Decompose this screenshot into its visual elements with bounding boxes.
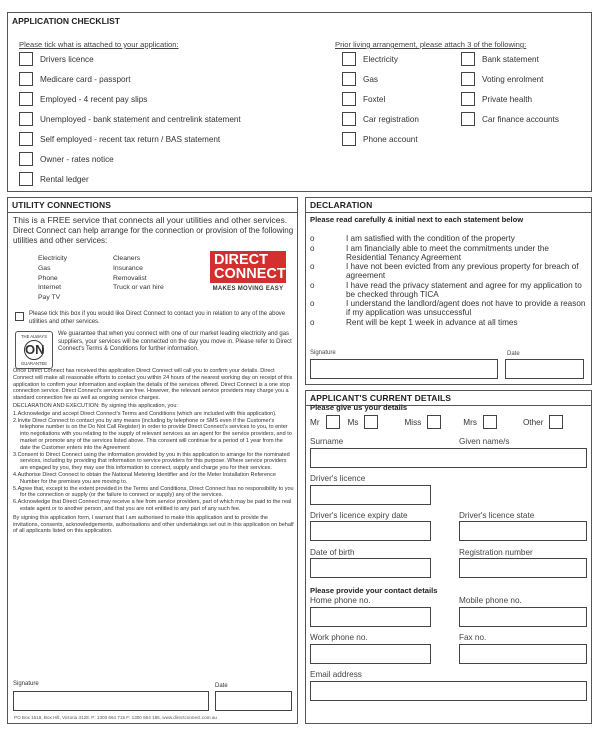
utility-intro-free: This is a FREE service that connects all your utilities and other services. [13,215,288,225]
declaration-statement [310,281,588,299]
title-option[interactable] [523,415,563,429]
title-option[interactable] [404,415,441,429]
legal-declaration-heading: DECLARATION AND EXECUTION: By signing this application, you: [13,402,178,409]
bullet-icon: o [310,299,315,308]
attachment-label: Self employed - recent tax return / BAS statement [40,134,221,144]
prior-living-checkbox[interactable] [342,112,356,126]
attachment-checkbox[interactable] [19,172,33,186]
home-phone-field[interactable] [310,607,431,627]
legal-item: 3.Consent to Direct Connect using the information provided by you in this application to arrange for the nominated services, including by providing that information to service providers for this purpose. Where service providers are engaged by you, they may use this information to connect, supply and charge you for their services. [13,451,290,472]
prior-living-label: Bank statement [482,54,539,64]
prior-living-label: Voting enrolment [482,74,544,84]
guarantee-top-text: THE ALWAYS [21,334,47,339]
licence-expiry-label: Driver's licence expiry date [310,511,408,520]
registration-label: Registration number [459,548,533,557]
prior-living-checkbox[interactable] [342,92,356,106]
drivers-licence-label: Driver's licence [310,474,366,483]
guarantee-bottom-text: GUARANTEE [20,361,48,366]
declaration-signature-label: Signature [310,350,336,356]
contact-consent-checkbox[interactable] [15,312,24,321]
contact-consent-row [15,311,291,326]
prior-living-item[interactable] [342,72,378,86]
utility-signature-label: Signature [13,681,39,687]
utility-date-label: Date [215,683,228,689]
logo-tagline: MAKES MOVING EASY [212,286,284,292]
declaration-statement [310,244,588,262]
declaration-statement [310,318,588,327]
services-list-1 [38,254,67,303]
work-phone-field[interactable] [310,644,431,664]
prior-living-item[interactable] [461,92,532,106]
applicant-title: APPLICANT'S CURRENT DETAILS [306,391,591,406]
bullet-icon: o [310,234,315,243]
title-checkbox[interactable] [326,415,340,429]
bullet-icon: o [310,243,315,253]
fax-field[interactable] [459,644,587,664]
title-label: Mrs [463,417,477,427]
utility-connections-section [7,197,298,724]
attachment-item[interactable] [19,72,131,86]
name-field[interactable] [310,448,587,468]
attachment-item[interactable] [19,52,94,66]
guarantee-on-text: ON [24,340,44,360]
prior-living-label: Private health [482,94,533,104]
logo-line-1: DIRECT [214,252,268,268]
title-option[interactable] [310,415,340,429]
prior-living-label: Phone account [363,134,418,144]
declaration-statement-text: I am satisfied with the condition of the property [346,234,515,243]
email-field[interactable] [310,681,587,701]
fax-label: Fax no. [459,633,487,642]
licence-state-label: Driver's licence state [459,511,535,520]
title-checkbox[interactable] [427,415,441,429]
utility-title: UTILITY CONNECTIONS [8,198,297,213]
legal-item: 2.Invite Direct Connect to contact you by any means (including by telephone or SMS even if the Customer's telephone number is on the Do Not Call Register) in order to provide Direct Connect's services to you, to enter into negotiations with you relating to the supply of relevant services as an agent for the service providers, and to market or promote any of the services listed above. This consent will continue for a period of 1 year from the date the Customer enters into the Agreement [13,417,292,451]
declaration-statement [310,234,588,243]
legal-item: 4.Authorise Direct Connect to obtain the National Metering Identifier and /or the Meter Installation Reference Number for the premises you are moving to. [13,471,276,485]
attachment-item[interactable] [19,152,114,166]
declaration-date-field[interactable] [505,359,584,379]
always-on-guarantee-icon [15,331,53,369]
bullet-icon: o [310,262,315,271]
drivers-licence-field[interactable] [310,485,431,505]
bullet-icon: o [310,280,315,290]
email-label: Email address [310,670,362,679]
attachment-label: Employed - 4 recent pay slips [40,94,148,104]
declaration-section [305,197,592,385]
mobile-phone-label: Mobile phone no. [459,596,522,605]
registration-field[interactable] [459,558,587,578]
declaration-signature-field[interactable] [310,359,498,379]
title-checkbox[interactable] [483,415,497,429]
utility-date-field[interactable] [215,691,292,711]
declaration-title: DECLARATION [306,198,591,213]
declaration-date-label: Date [507,351,520,357]
dob-field[interactable] [310,558,431,578]
home-phone-label: Home phone no. [310,596,371,605]
utility-footer: PO Box 1519, Box Hill, Victoria 3128. P: 1300 664 715 F: 1300 664 185. www.directconnect.com.au [14,715,217,720]
attachment-label: Owner - rates notice [40,154,114,164]
prior-living-item[interactable] [342,92,385,106]
service-item: Truck or van hire [113,284,164,292]
title-checkbox[interactable] [549,415,563,429]
attachment-checkbox[interactable] [19,92,33,106]
declaration-statement-text: Rent will be kept 1 week in advance at all times [346,317,518,327]
services-list-2 [113,254,164,293]
declaration-statement [310,262,588,280]
applicant-details-heading: Please give us your details [310,403,408,412]
checklist-left-heading: Please tick what is attached to your application: [19,40,179,49]
attachment-checkbox[interactable] [19,152,33,166]
prior-living-item[interactable] [342,52,398,66]
prior-living-item[interactable] [461,52,539,66]
service-item: Insurance [113,264,143,272]
attachment-checkbox[interactable] [19,52,33,66]
title-checkbox[interactable] [364,415,378,429]
service-item: Electricity [38,255,68,262]
service-item: Removalist [113,274,147,282]
utility-signature-field[interactable] [13,691,209,711]
service-item: Internet [38,284,62,292]
title-option[interactable] [463,415,497,429]
surname-label: Surname [310,437,344,446]
prior-living-checkbox[interactable] [342,72,356,86]
legal-item: 5.Agree that, except to the extent provided in the Terms and Conditions, Direct Connect has no responsibility to you for the connection or supply (or the failure to connect or supply) any of the services. [13,485,294,499]
declaration-subtitle: Please read carefully & initial next to each statement below [310,215,524,224]
guarantee-text: We guarantee that when you connect with one of our market leading electricity and gas suppliers, your services will be connected on the day you move in. Please refer to Direct Connect's Terms & Conditions for further information. [58,331,292,352]
mobile-phone-field[interactable] [459,607,587,627]
direct-connect-logo [210,251,286,292]
prior-living-checkbox[interactable] [461,112,475,126]
guarantee-block [15,331,293,369]
contact-details-heading: Please provide your contact details [310,586,438,595]
declaration-statement-text: I understand the landlord/agent does not have to provide a reason if my application was unsuccessful [346,299,586,317]
service-item: Phone [38,274,58,282]
logo-line-2: CONNECT [214,266,286,282]
declaration-statement-text: I have read the privacy statement and agree for my application to be checked through TICA [346,280,582,299]
prior-living-checkbox[interactable] [461,52,475,66]
given-names-label: Given name/s [459,437,510,446]
prior-living-label: Car registration [363,114,419,124]
utility-legal-text [13,368,294,535]
prior-living-item[interactable] [461,112,559,126]
attachment-checkbox[interactable] [19,132,33,146]
prior-living-item[interactable] [342,112,419,126]
application-checklist-section [7,12,592,192]
declaration-statement-text: I am financially able to meet the commitments under the Residential Tenancy Agreement [346,243,549,262]
title-selection-row [310,415,563,429]
declaration-statement-text: I have not been evicted from any previous property for breach of agreement [346,262,579,280]
attachment-label: Drivers licence [40,54,94,64]
service-item: Pay TV [38,294,61,302]
legal-item: 1.Acknowledge and accept Direct Connect's Terms and Conditions (which are included with this application). [13,410,277,417]
checklist-right-heading: Prior living arrangement, please attach 3 of the following: [335,40,527,49]
declaration-statements [310,234,588,327]
prior-living-checkbox[interactable] [461,92,475,106]
attachment-item[interactable] [19,92,147,106]
prior-living-item[interactable] [461,72,543,86]
title-label: Mr [310,417,320,427]
prior-living-label: Gas [363,74,379,84]
prior-living-checkbox[interactable] [461,72,475,86]
attachment-checkbox[interactable] [19,112,33,126]
title-option[interactable] [348,415,379,429]
attachment-item[interactable] [19,132,220,146]
service-item: Gas [38,264,51,272]
prior-living-label: Car finance accounts [482,114,559,124]
dob-label: Date of birth [310,548,355,557]
title-label: Miss [404,417,422,427]
utility-intro-text: Direct Connect can help arrange for the connection or provision of the following utilities and other services: [13,226,294,245]
attachment-label: Medicare card - passport [40,74,131,84]
attachment-item[interactable] [19,112,241,126]
prior-living-checkbox[interactable] [342,52,356,66]
declaration-statement [310,299,588,317]
prior-living-label: Foxtel [363,94,386,104]
title-label: Other [522,417,544,427]
work-phone-label: Work phone no. [310,633,368,642]
prior-living-checkbox[interactable] [342,132,356,146]
licence-expiry-field[interactable] [310,521,431,541]
attachment-checkbox[interactable] [19,72,33,86]
prior-living-item[interactable] [342,132,418,146]
bullet-icon: o [310,317,315,327]
legal-item: 6.Acknowledge that Direct Connect may receive a fee from service providers, part of which may be paid to the real estate agent or to another person, and that you are not entitled to any part of any such fee. [13,499,292,512]
prior-living-label: Electricity [363,54,399,64]
contact-consent-text: Please tick this box if you would like Direct Connect to contact you in relation to any of the above utilities and other services. [29,311,286,325]
legal-paragraph-1: Once Direct Connect has received this application Direct Connect will call you to confirm your details. Direct Connect will make all reasonable efforts to contact you within 24 hours of the nearest working day on receipt of this application to confirm your information and explain the details of the services offered. Direct Connect is a one stop connection service. Direct Connect's services are free. However, the relevant service providers may charge you a standard connection fee as well as ongoing service charges. [13,368,293,402]
attachment-label: Unemployed - bank statement and centrelink statement [40,114,241,124]
service-item: Cleaners [113,255,141,262]
attachment-item[interactable] [19,172,89,186]
checklist-title: APPLICATION CHECKLIST [12,16,120,26]
title-label: Ms [347,417,359,427]
legal-paragraph-2: By signing this application form, I warrant that I am authorised to make this application and to provide the invitations, consents, acknowledgements, authorisations and other undertakings set out in this application on behalf of all applicants listed on this application. [13,514,294,535]
licence-state-field[interactable] [459,521,587,541]
applicant-details-section [305,390,592,724]
attachment-label: Rental ledger [40,174,89,184]
